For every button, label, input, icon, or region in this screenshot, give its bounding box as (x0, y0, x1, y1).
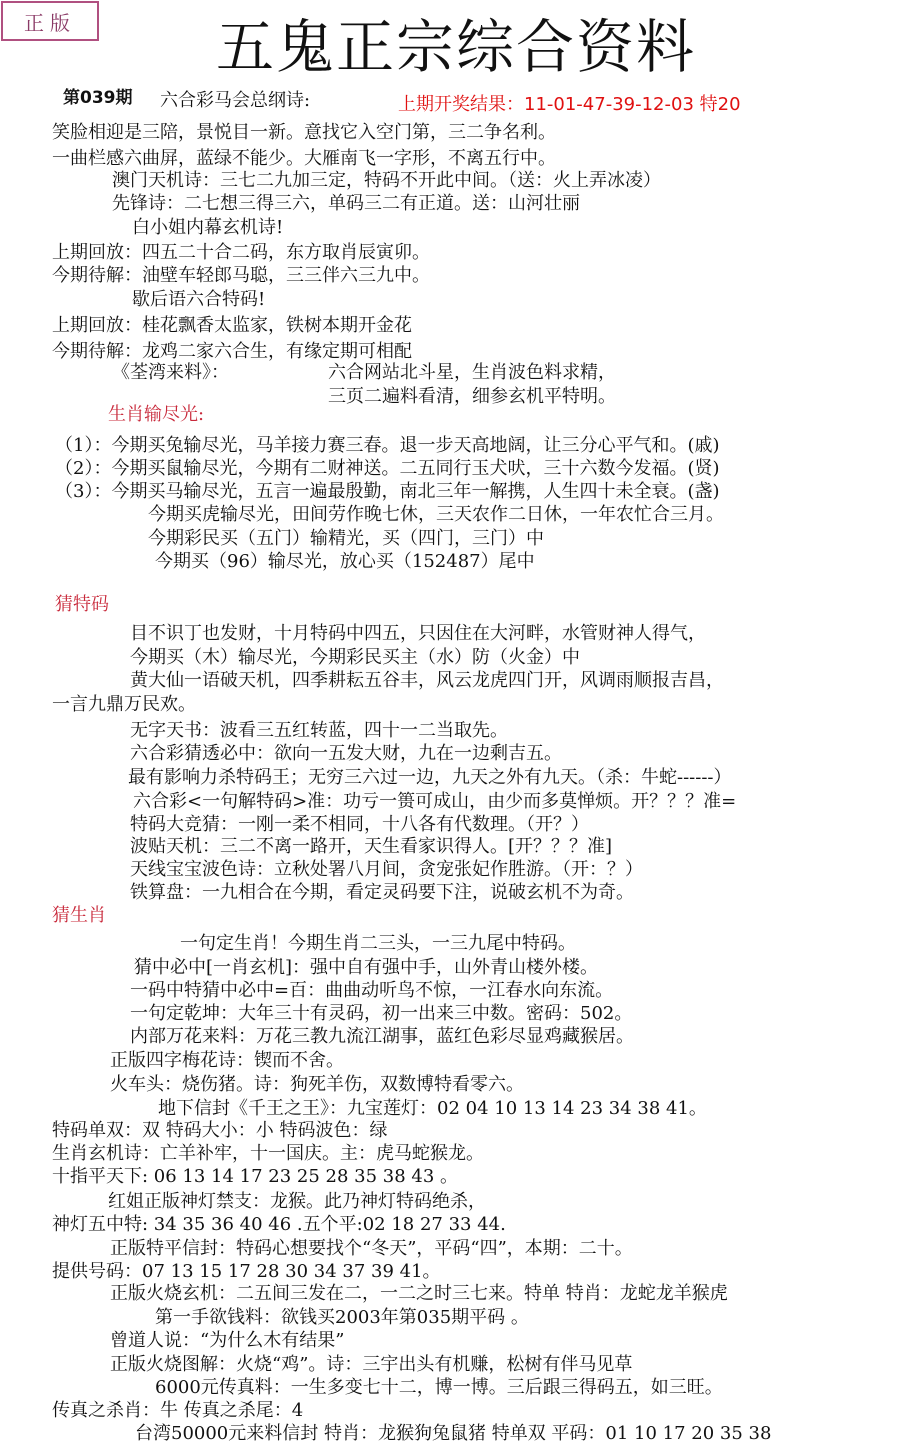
text-line: 一码中特猜中必中=百：曲曲动听鸟不惊，一江春水向东流。 (130, 980, 614, 1001)
section-heading: 生肖输尽光: (108, 404, 205, 425)
text-line: 正版火烧图解：火烧“鸡”。诗：三宇出头有机赚，松树有伴马见草 (110, 1354, 633, 1375)
text-line: 一句定乾坤：大年三十有灵码，初一出来三中数。密码：502。 (130, 1003, 633, 1024)
text-line: 生肖玄机诗：亡羊补牢，十一国庆。主：虎马蛇猴龙。 (52, 1143, 484, 1164)
text-line: 上期回放：四五二十合二码，东方取肖辰寅卯。 (52, 242, 430, 263)
text-line: 目不识丁也发财，十月特码中四五，只因住在大河畔，水管财神人得气， (130, 623, 706, 644)
text-line: 上期回放：桂花飘香太监家，铁树本期开金花 (52, 315, 412, 336)
section-heading: 猜特码 (55, 594, 109, 615)
page-title: 五鬼正宗综合资料 (216, 13, 697, 81)
text-line: 澳门天机诗：三七二九加三定，特码不开此中间。（送：火上弄冰凌） (112, 170, 661, 191)
text-line: 地下信封《千王之王》：九宝莲灯：02 04 10 13 14 23 34 38 41。 (158, 1098, 707, 1119)
text-line: 铁算盘：一九相合在今期，看定灵码要下注，说破玄机不为奇。 (130, 882, 634, 903)
text-line: 今期待解：龙鸡二家六合生，有缘定期可相配 (52, 341, 412, 362)
text-line: （1）：今期买兔输尽光，马羊接力赛三春。退一步天高地阔，让三分心平气和。(戚) (55, 435, 720, 456)
text-line: （3）：今期买马输尽光，五言一遍最殷勤，南北三年一解携，人生四十未全衰。(盏) (55, 481, 720, 502)
text-line: 六合彩猜透必中：欲向一五发大财，九在一边剩吉五。 (130, 743, 562, 764)
text-line: 台湾50000元来料信封 特肖：龙猴狗兔鼠猪 特单双 平码：01 10 17 20 35 38 (135, 1423, 772, 1444)
text-line: 一曲栏感六曲屏，蓝绿不能少。大雁南飞一字形，不离五行中。 (52, 148, 556, 169)
text-line: 波贴天机：三二不离一路开，天生看家识得人。[开？？？准] (130, 836, 613, 857)
authentic-badge: 正版 (1, 1, 99, 41)
section-heading: 猜生肖 (52, 905, 106, 926)
text-line: 笑脸相迎是三陪，景悦目一新。意找它入空门第，三二争名利。 (52, 122, 556, 143)
text-line: 特码单双：双 特码大小：小 特码波色：绿 (52, 1120, 388, 1141)
text-line: 6000元传真料：一生多变七十二，博一博。三后跟三得码五，如三旺。 (155, 1377, 723, 1398)
text-line: 提供号码：07 13 15 17 28 30 34 37 39 41。 (52, 1261, 441, 1282)
text-line: 今期待解：油壁车轻郎马聪，三三伴六三九中。 (52, 265, 430, 286)
text-line: 白小姐内幕玄机诗! (132, 217, 284, 238)
text-line: 神灯五中特: 34 35 36 40 46 .五个平:02 18 27 33 44. (52, 1214, 506, 1235)
text-line: 今期买（96）输尽光，放心买（152487）尾中 (155, 551, 535, 572)
text-line: 今期彩民买（五门）输精光，买（四门，三门）中 (148, 528, 544, 549)
text-line: 第一手欲钱料：欲钱买2003年第035期平码 。 (155, 1307, 529, 1328)
text-line: 六合彩马会总纲诗: (160, 90, 311, 111)
text-line: 最有影响力杀特码王；无穷三六过一边，九天之外有九天。（杀：牛蛇------） (128, 767, 732, 788)
text-line: 天线宝宝波色诗：立秋处署八月间，贪宠张妃作胜游。（开：？） (130, 859, 643, 880)
text-line: 正版火烧玄机：二五间三发在二，一二之时三七来。特单 特肖：龙蛇龙羊猴虎 (110, 1283, 728, 1304)
text-line: 猜中必中[一肖玄机]：强中自有强中手，山外青山楼外楼。 (134, 957, 599, 978)
text-line: 十指平天下: 06 13 14 17 23 25 28 35 38 43 。 (52, 1166, 459, 1187)
text-line: 六合网站北斗星，生肖波色料求精， (328, 362, 616, 383)
last-draw-result: 上期开奖结果：11-01-47-39-12-03 特20 (398, 94, 741, 115)
text-line: 歇后语六合特码! (132, 289, 266, 310)
text-line: 内部万花来料：万花三教九流江湖事，蓝红色彩尽显鸡藏猴居。 (130, 1026, 634, 1047)
text-line: 一言九鼎万民欢。 (52, 694, 196, 715)
text-line: 《荃湾来料》： (112, 362, 229, 383)
text-line: 曾道人说：“为什么木有结果” (110, 1330, 345, 1351)
text-line: 三页二遍料看清，细参玄机平特明。 (328, 386, 616, 407)
text-line: 一句定生肖！今期生肖二三头，一三九尾中特码。 (180, 933, 576, 954)
text-line: 六合彩<一句解特码>准：功亏一篑可成山，由少而多莫惮烦。开？？？准= (133, 791, 737, 812)
text-line: 正版特平信封：特码心想要找个“冬天”，平码“四”，本期：二十。 (110, 1238, 633, 1259)
issue-number: 第039期 (63, 88, 133, 108)
text-line: 今期买（木）输尽光，今期彩民买主（水）防（火金）中 (130, 647, 580, 668)
text-line: 无字天书：波看三五红转蓝，四十一二当取先。 (130, 720, 508, 741)
text-line: 今期买虎输尽光，田间劳作晚七休，三天农作二日休，一年农忙合三月。 (148, 504, 724, 525)
text-line: 红姐正版神灯禁支：龙猴。此乃神灯特码绝杀， (108, 1191, 486, 1212)
text-line: （2）：今期买鼠输尽光，今期有二财神送。二五同行玉犬吠，三十六数今发福。(贤) (55, 458, 720, 479)
text-line: 传真之杀肖：牛 传真之杀尾：4 (52, 1400, 304, 1421)
text-line: 正版四字梅花诗：锲而不舍。 (110, 1050, 344, 1071)
text-line: 先锋诗：二七想三得三六，单码三二有正道。送：山河壮丽 (112, 193, 580, 214)
text-line: 黄大仙一语破天机，四季耕耘五谷丰，风云龙虎四门开，风调雨顺报吉昌， (130, 670, 724, 691)
text-line: 特码大竞猜：一刚一柔不相同，十八各有代数理。（开？） (130, 814, 589, 835)
text-line: 火车头：烧伤猪。诗：狗死羊伤，双数博特看零六。 (110, 1074, 524, 1095)
